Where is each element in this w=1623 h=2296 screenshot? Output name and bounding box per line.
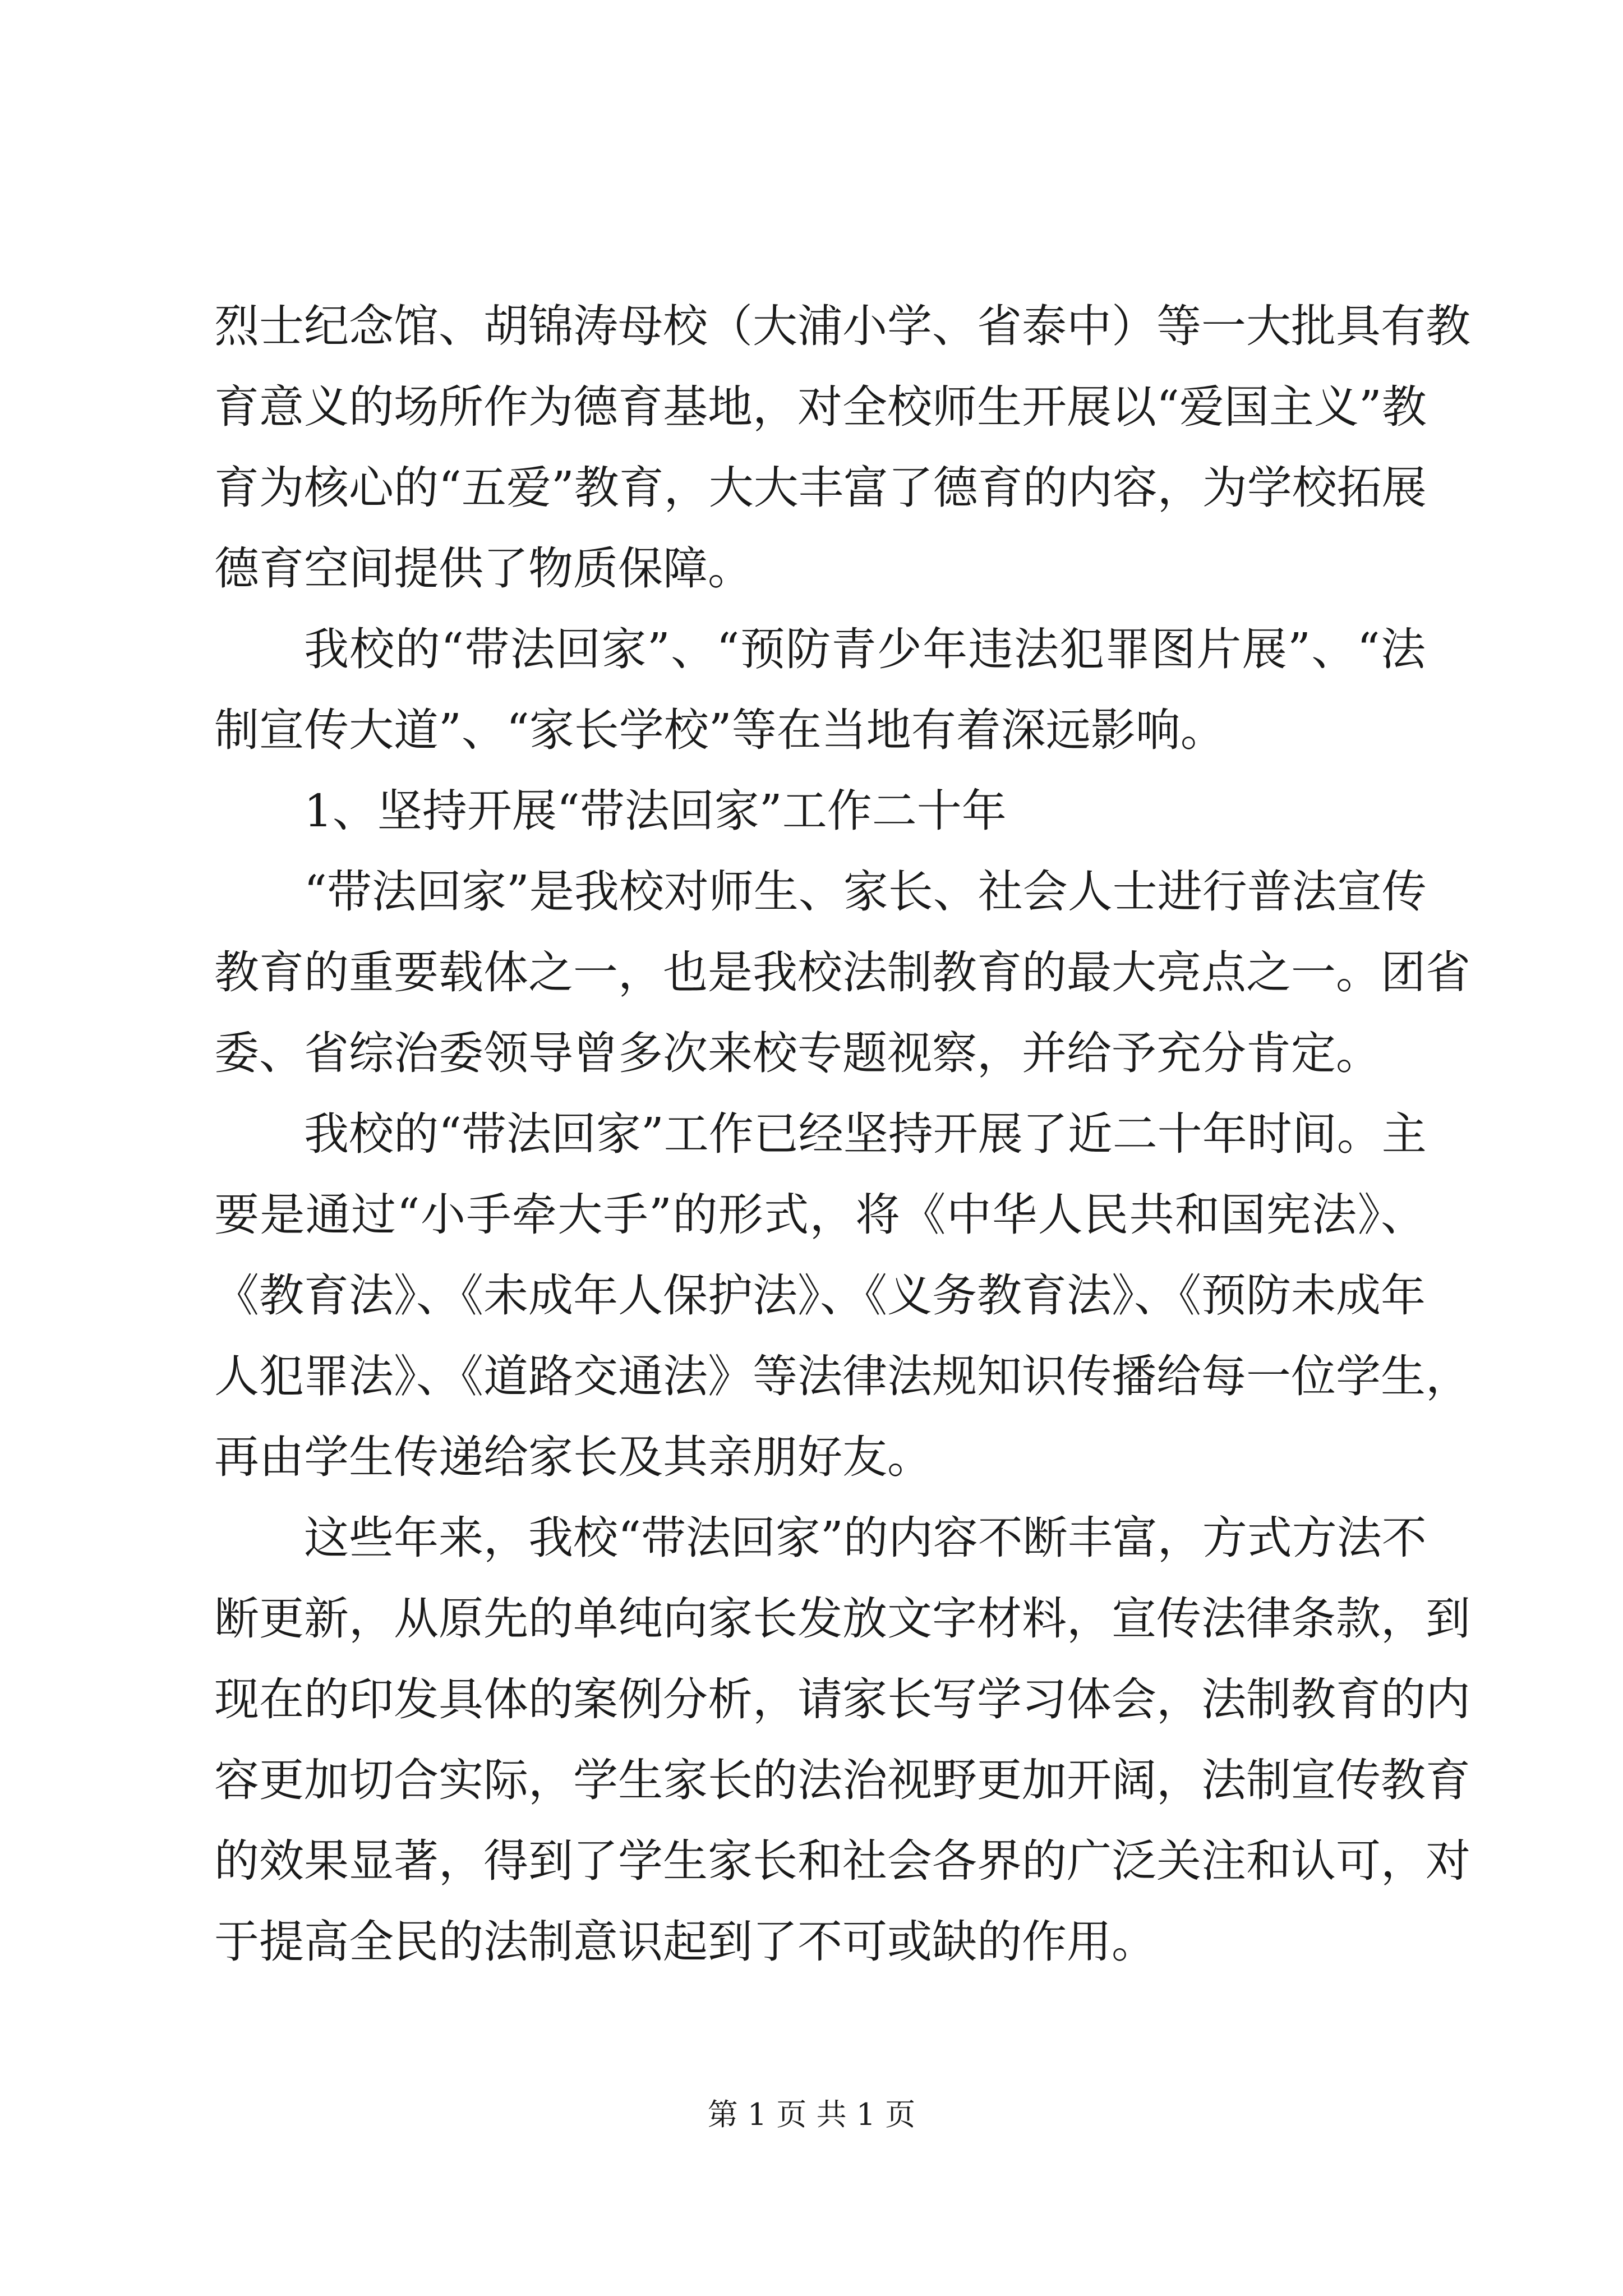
paragraph-line: 容更加切合实际，学生家长的法治视野更加开阔，法制宣传教育 (214, 1754, 1470, 1806)
paragraph-line: 《教育法》、《未成年人保护法》、《义务教育法》、《预防未成年 (214, 1269, 1426, 1322)
paragraph-line: 育意义的场所作为德育基地，对全校师生开展以“爱国主义”教 (214, 381, 1427, 433)
document-body (214, 286, 1470, 1982)
section-heading: 1、坚持开展“带法回家”工作二十年 (304, 785, 1007, 837)
paragraph-line: 烈士纪念馆、胡锦涛母校（大浦小学、省泰中）等一大批具有教 (214, 300, 1470, 352)
paragraph-line: 教育的重要载体之一，也是我校法制教育的最大亮点之一。团省 (214, 946, 1470, 999)
page-number-label: 第 1 页 共 1 页 (707, 2097, 916, 2132)
paragraph-line: 这些年来，我校“带法回家”的内容不断丰富，方式方法不 (304, 1512, 1427, 1564)
page-footer (0, 2092, 1623, 2137)
paragraph-line: 要是通过“小手牵大手”的形式，将《中华人民共和国宪法》、 (214, 1189, 1426, 1241)
paragraph-line: 人犯罪法》、《道路交通法》等法律法规知识传播给每一位学生， (214, 1350, 1470, 1402)
paragraph-line: 德育空间提供了物质保障。 (214, 542, 753, 595)
paragraph-line: 的效果显著，得到了学生家长和社会各界的广泛关注和认可，对 (214, 1835, 1470, 1887)
paragraph-line: 现在的印发具体的案例分析，请家长写学习体会，法制教育的内 (214, 1673, 1470, 1726)
paragraph-line: 制宣传大道”、“家长学校”等在当地有着深远影响。 (214, 704, 1225, 756)
paragraph-line: “带法回家”是我校对师生、家长、社会人士进行普法宣传 (304, 866, 1427, 918)
paragraph-line: 委、省综治委领导曾多次来校专题视察，并给予充分肯定。 (214, 1027, 1381, 1079)
paragraph-line: 于提高全民的法制意识起到了不可或缺的作用。 (214, 1916, 1156, 1968)
paragraph-line: 断更新，从原先的单纯向家长发放文字材料，宣传法律条款，到 (214, 1593, 1470, 1645)
paragraph-line: 我校的“带法回家”、“预防青少年违法犯罪图片展”、“法 (304, 623, 1426, 675)
paragraph-line: 再由学生传递给家长及其亲朋好友。 (214, 1431, 932, 1483)
paragraph-line: 我校的“带法回家”工作已经坚持开展了近二十年时间。主 (304, 1108, 1427, 1160)
paragraph-line: 育为核心的“五爱”教育，大大丰富了德育的内容，为学校拓展 (214, 462, 1427, 514)
